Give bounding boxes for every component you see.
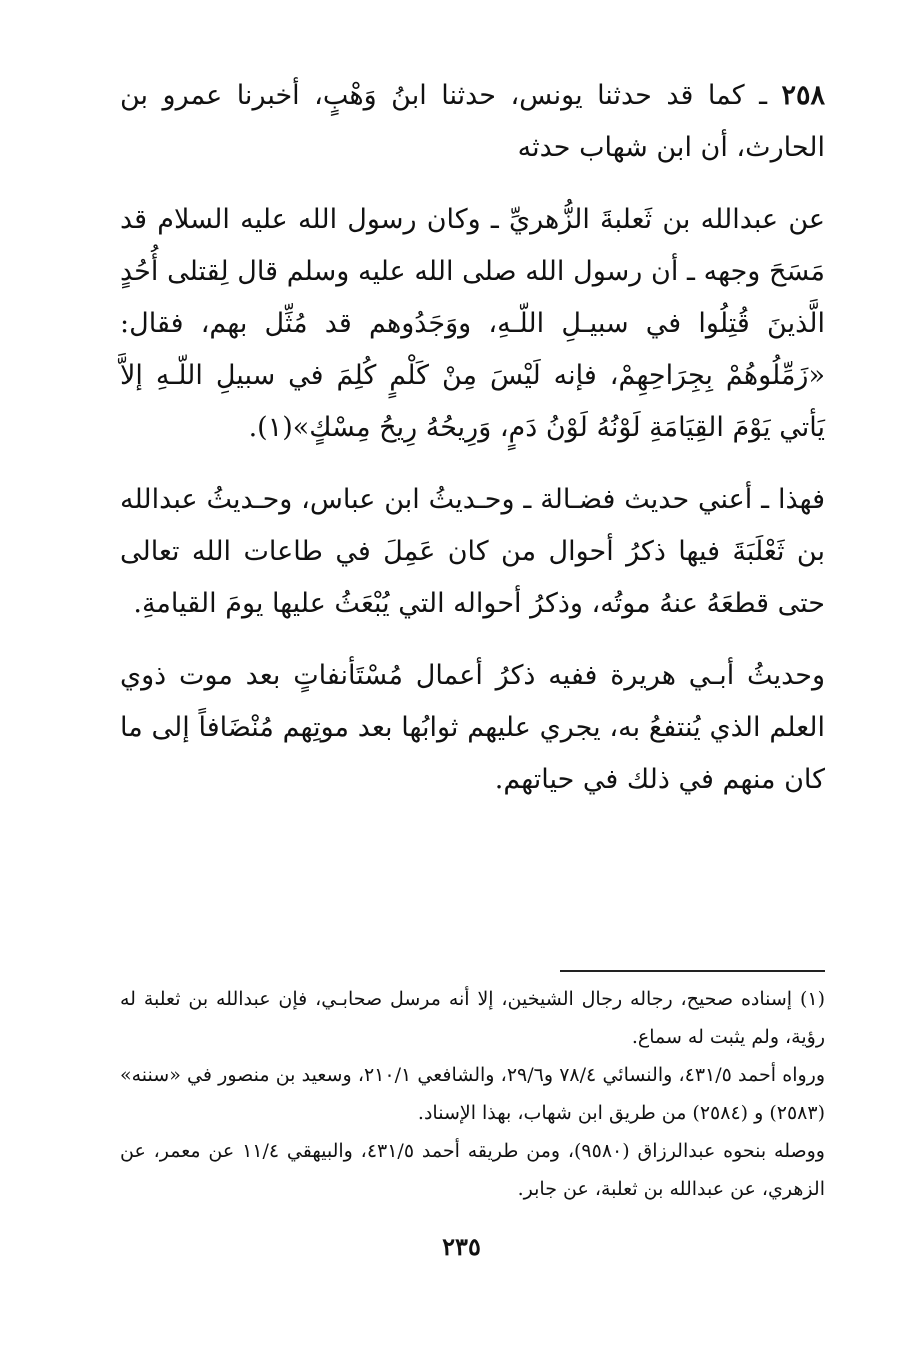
footnote-1: (١) إسناده صحيح، رجاله رجال الشيخين، إلا أنه مرسل صحابـي، فإن عبدالله بن ثعلبة له رؤية، ولم يثبت له سماع. [120,988,825,1048]
main-text [120,70,825,826]
hadith-isnad [120,70,825,174]
hadith-matn: عن عبدالله بن ثَعلبةَ الزُّهريِّ ـ وكان رسول الله عليه السلام قد مَسَحَ وجهه ـ أن رسول الله صلى الله عليه وسلم قال لِقتلى أُحُدٍ الَّذينَ قُتِلُوا في سبيـلِ اللّـهِ، ووَجَدُوهم قد مُثِّل بهم، فقال: «زَمِّلُوهُمْ بِجِرَاحِهِمْ، فإنه لَيْسَ مِنْ كَلْمٍ كُلِمَ في سبيلِ اللّـهِ إلاَّ يَأتي يَوْمَ القِيَامَةِ لَوْنُهُ لَوْنُ دَمٍ، وَرِيحُهُ رِيحُ مِسْكٍ»(١). [120,204,825,443]
hadith-number: ٢٥٨ [781,80,825,111]
commentary-paragraph-1: فهذا ـ أعني حديث فضـالة ـ وحـديثُ ابن عباس، وحـديثُ عبدالله بن ثَعْلَبَةَ فيها ذكرُ أحوال من كان عَمِلَ في طاعات الله تعالى حتى قطعَهُ عنهُ موتُه، وذكرُ أحواله التي يُبْعَثُ عليها يومَ القيامةِ. [120,484,825,619]
commentary-paragraph-2: وحديثُ أبـي هريرة ففيه ذكرُ أعمال مُسْتَأنفاتٍ بعد موت ذوي العلم الذي يُنتفعُ به، يجري عليهم ثوابُها بعد موتِهم مُنْضَافاً إلى ما كان منهم في ذلك في حياتهم. [120,660,825,795]
footnote-3: ووصله بنحوه عبدالرزاق (٩٥٨٠)، ومن طريقه أحمد ٤٣١/٥، والبيهقي ١١/٤ عن معمر، عن الزهري، عن عبدالله بن ثعلبة، عن جابر. [120,1140,825,1200]
footnote-2: ورواه أحمد ٤٣١/٥، والنسائي ٧٨/٤ و٢٩/٦، والشافعي ٢١٠/١، وسعيد بن منصور في «سننه» (٢٥٨٣) و (٢٥٨٤) من طريق ابن شهاب، بهذا الإسناد. [120,1064,825,1124]
footnotes [120,970,825,1208]
page-number: ٢٣٥ [442,1232,481,1261]
footnote-divider [560,970,825,972]
hadith-isnad-text: ـ كما قد حدثنا يونس، حدثنا ابنُ وَهْبٍ، أخبرنا عمرو بن الحارث، أن ابن شهاب حدثه [120,80,825,163]
